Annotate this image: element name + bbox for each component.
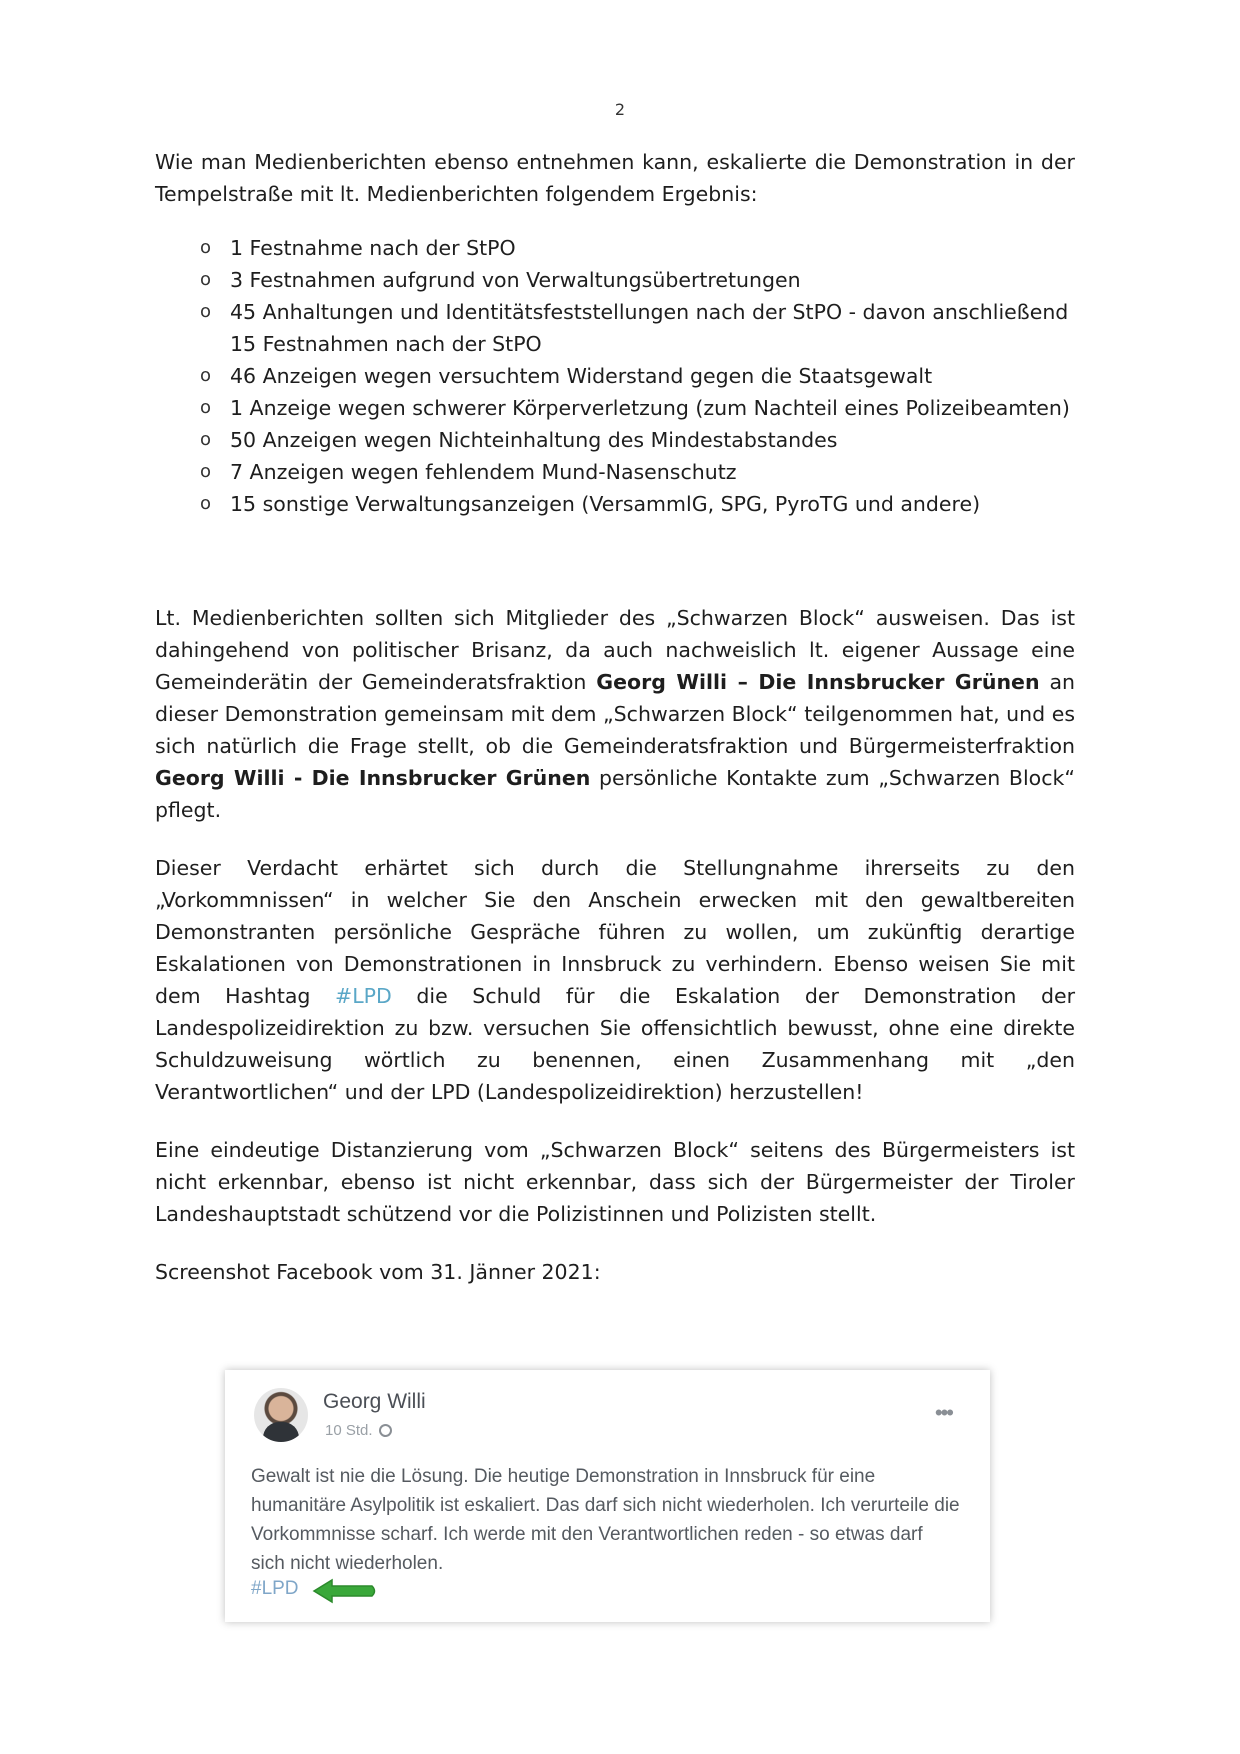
bullet-icon: o: [200, 237, 212, 258]
page-number: 2: [614, 100, 626, 119]
screenshot-caption: Screenshot Facebook vom 31. Jänner 2021:: [155, 1260, 601, 1284]
document-body: [155, 146, 1075, 1288]
avatar: [254, 1388, 308, 1442]
more-options-icon: •••: [934, 1400, 952, 1425]
list-item: o 45 Anhaltungen und Identitätsfeststellungen nach der StPO - davon anschließend 15 Festnahmen nach der StPO: [200, 296, 1075, 360]
list-item: o 46 Anzeigen wegen versuchtem Widerstand gegen die Staatsgewalt: [200, 360, 1075, 392]
list-item: o 7 Anzeigen wegen fehlendem Mund-Nasenschutz: [200, 456, 1075, 488]
post-text: Gewalt ist nie die Lösung. Die heutige Demonstration in Innsbruck für eine humanitäre Asylpolitik ist eskaliert. Das darf sich nicht wiederholen. Ich verurteile die Vorkommnisse scharf. Ich werde mit den Verantwortlichen reden - so etwas darf sich nicht wiederholen.: [251, 1466, 960, 1574]
paragraph-distanzierung: Eine eindeutige Distanzierung vom „Schwarzen Block“ seitens des Bürgermeisters ist nicht erkennbar, ebenso ist nicht erkennbar, dass sich der Bürgermeister der Tiroler Landeshauptstadt schützend vor die Polizistinnen und Polizisten stellt.: [155, 1138, 1075, 1226]
arrow-left-icon: [310, 1576, 380, 1606]
post-meta: [325, 1422, 392, 1439]
bullet-icon: o: [200, 269, 212, 290]
bullet-icon: o: [200, 493, 212, 514]
post-hashtag: #LPD: [251, 1578, 299, 1599]
bullet-icon: o: [200, 429, 212, 450]
list-item: o 15 sonstige Verwaltungsanzeigen (VersammlG, SPG, PyroTG und andere): [200, 488, 1075, 520]
party-name-bold: Georg Willi – Die Innsbrucker Grünen: [596, 670, 1040, 694]
results-list: [155, 232, 1075, 520]
bullet-icon: o: [200, 397, 212, 418]
list-item: o 1 Anzeige wegen schwerer Körperverletzung (zum Nachteil eines Polizeibeamten): [200, 392, 1075, 424]
globe-icon: [379, 1424, 392, 1437]
paragraph-verdacht: Dieser Verdacht erhärtet sich durch die Stellungnahme ihrerseits zu den „Vorkommnissen“ in welcher Sie den Anschein erwecken mit den gewaltbereiten Demonstranten persönliche Gespräche führen zu wollen, um zukünftig derartige Eskalationen von Demonstrationen in Innsbruck zu verhindern. Ebenso weisen Sie mit dem Hashtag #LPD die Schuld für die Eskalation der Demonstration der Landespolizeidirektion zu bzw. versuchen Sie offensichtlich bewusst, ohne eine direkte Schuldzuweisung wörtlich zu benennen, einen Zusammenhang mit „den Verantwortlichen“ und der LPD (Landespolizeidirektion) herzustellen!: [155, 856, 1076, 1104]
facebook-post-screenshot: [225, 1370, 990, 1622]
party-name-bold: Georg Willi - Die Innsbrucker Grünen: [155, 766, 591, 790]
bullet-icon: o: [200, 365, 212, 386]
paragraph-schwarzer-block: Lt. Medienberichten sollten sich Mitglieder des „Schwarzen Block“ ausweisen. Das ist dahingehend von politischer Brisanz, da auch nachweislich lt. eigener Aussage eine Gemeinderätin der Gemeinderatsfraktion Georg Willi – Die Innsbrucker Grünen an dieser Demonstration gemeinsam mit dem „Schwarzen Block“ teilgenommen hat, und es sich natürlich die Frage stellt, ob die Gemeinderatsfraktion und Bürgermeisterfraktion Georg Willi - Die Innsbrucker Grünen persönliche Kontakte zum „Schwarzen Block“ pflegt.: [155, 606, 1075, 822]
list-item: o 50 Anzeigen wegen Nichteinhaltung des Mindestabstandes: [200, 424, 1075, 456]
post-time: 10 Std.: [325, 1422, 373, 1439]
post-author: Georg Willi: [323, 1390, 426, 1413]
bullet-icon: o: [200, 461, 212, 482]
list-item: o 3 Festnahmen aufgrund von Verwaltungsübertretungen: [200, 264, 1075, 296]
intro-paragraph: Wie man Medienberichten ebenso entnehmen kann, eskalierte die Demonstration in der Tempelstraße mit lt. Medienberichten folgendem Ergebnis:: [155, 150, 1075, 206]
list-item: o 1 Festnahme nach der StPO: [200, 232, 1075, 264]
bullet-icon: o: [200, 301, 212, 322]
hashtag-link: #LPD: [335, 984, 392, 1008]
